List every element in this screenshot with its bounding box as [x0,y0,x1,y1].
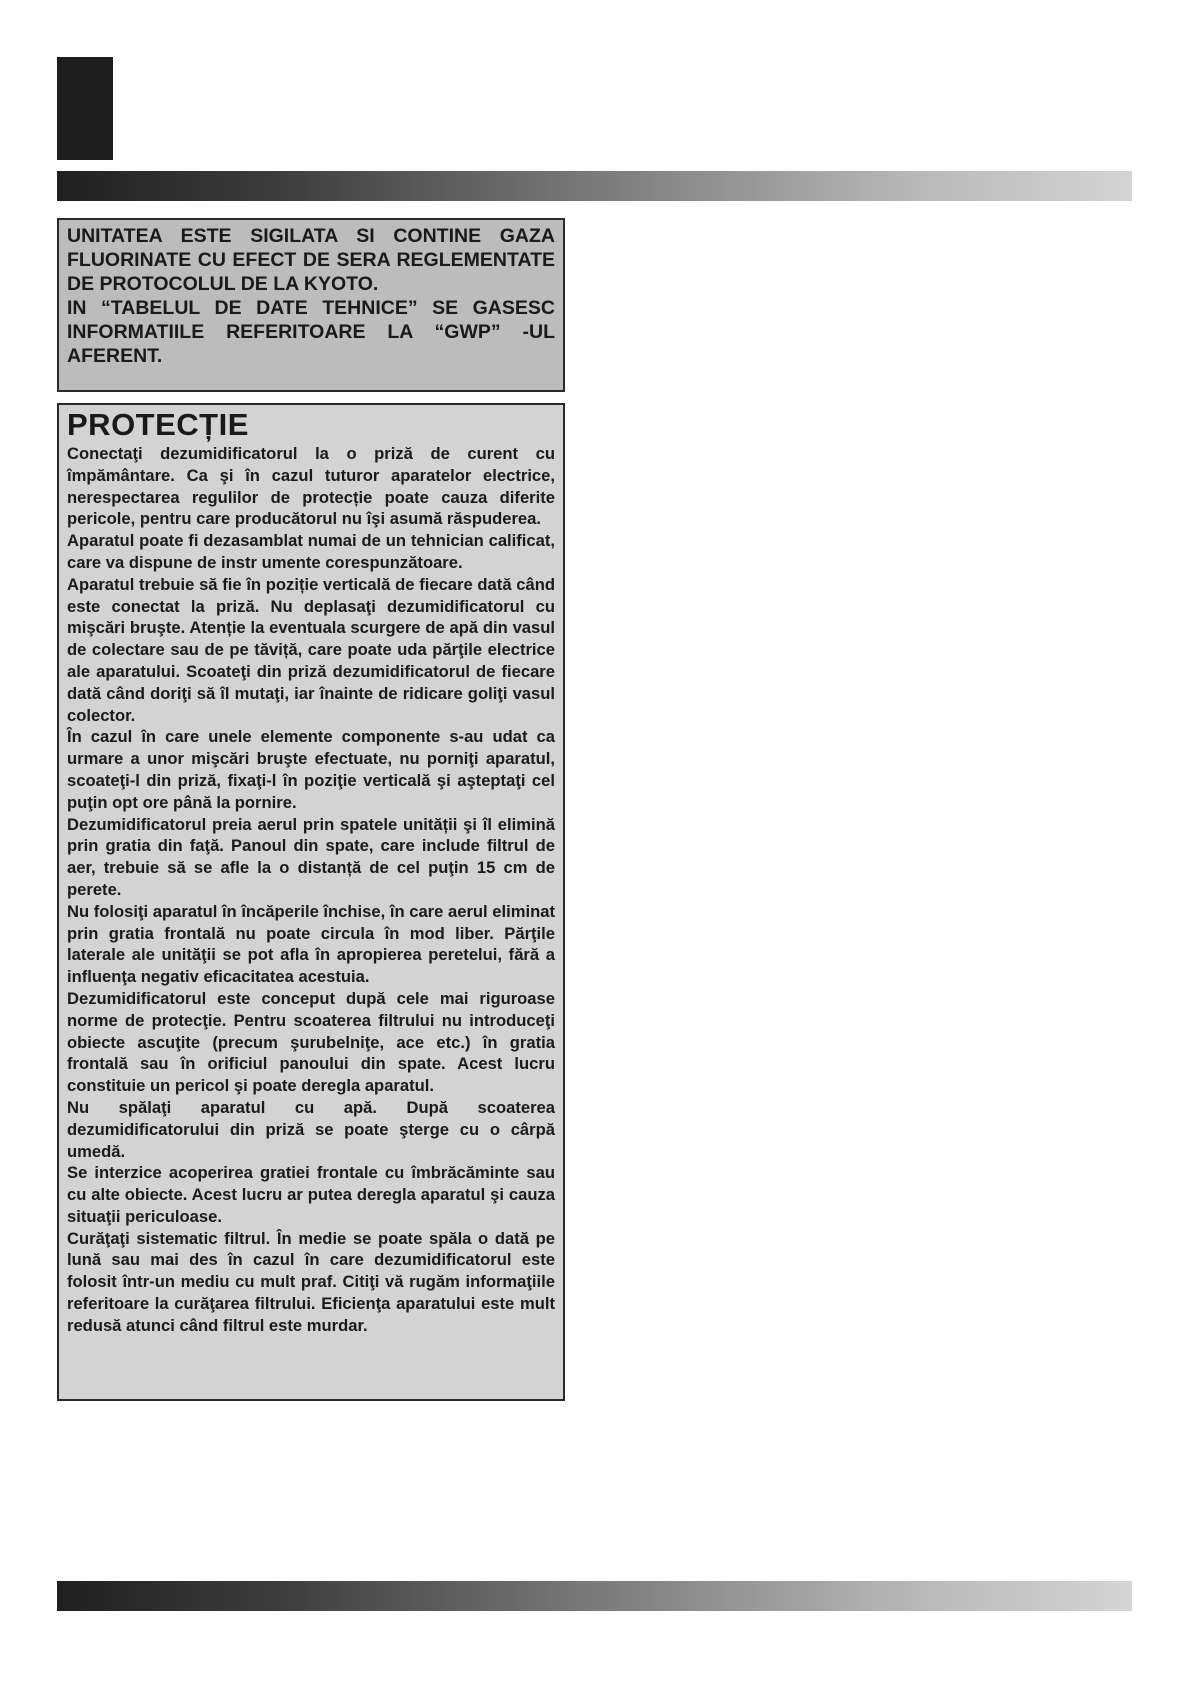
section-title: PROTECȚIE [67,407,249,442]
protection-paragraph-3: Aparatul trebuie să fie în poziție verticală de fiecare dată când este conectat la priză. Nu deplasaţi dezumidificatorul cu mişcări bruşte. Atenție la eventuala scurgere de apă din vasul de colectare sau de pe tăviță, care poate uda părţile electrice ale aparatului. Scoateţi din priză dezumidificatorul de fiecare dată când doriţi să îl mutaţi, iar înainte de ridicare goliţi vasul colector. [67,574,555,725]
notice-text-1: UNITATEA ESTE SIGILATA SI CONTINE GAZA FLUORINATE CU EFECT DE SERA REGLEMENTATE DE PROTOCOLUL DE LA KYOTO. [67,225,555,295]
protection-paragraph-7: Dezumidificatorul este conceput după cele mai riguroase norme de protecţie. Pentru scoaterea filtrului nu introduceţi obiecte ascuţite (precum şurubelniţe, ace etc.) în gratia frontală sau în orificiul panoului din spate. Acest lucru constituie un pericol şi poate deregla aparatul. [67,988,555,1096]
fluorinated-gas-notice [57,218,565,392]
protection-paragraph-8: Nu spălaţi aparatul cu apă. După scoaterea dezumidificatorului din priză se poate şterge cu o cârpă umedă. [67,1097,555,1161]
protection-paragraph-1: Conectaţi dezumidificatorul la o priză de curent cu împământare. Ca şi în cazul tuturor aparatelor electrice, nerespectarea regulilor de protecție poate cauza diferite pericole, pentru care producătorul nu îşi asumă răspuderea. [67,444,555,529]
header-gradient-bar [57,171,1132,201]
protection-paragraph-4: În cazul în care unele elemente componente s-au udat ca urmare a unor mişcări bruşte efectuate, nu porniţi aparatul, scoateţi-l din priză, fixaţi-l în poziţie verticală şi aşteptaţi cel puţin opt ore până la pornire. [67,727,555,812]
section-marker-block [57,57,113,160]
protection-paragraph-10: Curăţaţi sistematic filtrul. În medie se poate spăla o dată pe lună sau mai des în cazul în care dezumidificatorul este folosit într-un mediu cu mult praf. Citiţi vă rugăm informaţiile referitoare la curăţarea filtrului. Eficienţa aparatului este mult redusă atunci când filtrul este murdar. [67,1228,555,1335]
protection-section [57,403,565,1401]
protection-paragraph-5: Dezumidificatorul preia aerul prin spatele unității şi îl elimină prin gratia din faţă. Panoul din spate, care include filtrul de aer, trebuie să se afle la o distanță de cel puţin 15 cm de perete. [67,814,555,899]
footer-gradient-bar [57,1581,1132,1611]
notice-text-2: IN “TABELUL DE DATE TEHNICE” SE GASESC INFORMATIILE REFERITOARE LA “GWP” -UL AFERENT. [67,297,555,367]
protection-paragraph-9: Se interzice acoperirea gratiei frontale cu îmbrăcăminte sau cu alte obiecte. Acest lucru ar putea deregla aparatul şi cauza situaţii periculoase. [67,1163,555,1226]
protection-paragraph-6: Nu folosiţi aparatul în încăperile închise, în care aerul eliminat prin gratia frontală nu poate circula în mod liber. Părţile laterale ale unităţii se pot afla în apropierea peretelui, fără a influenţa negativ eficacitatea acestuia. [67,901,555,987]
protection-paragraph-2: Aparatul poate fi dezasamblat numai de un tehnician calificat, care va dispune de instr umente corespunzătoare. [67,531,555,572]
